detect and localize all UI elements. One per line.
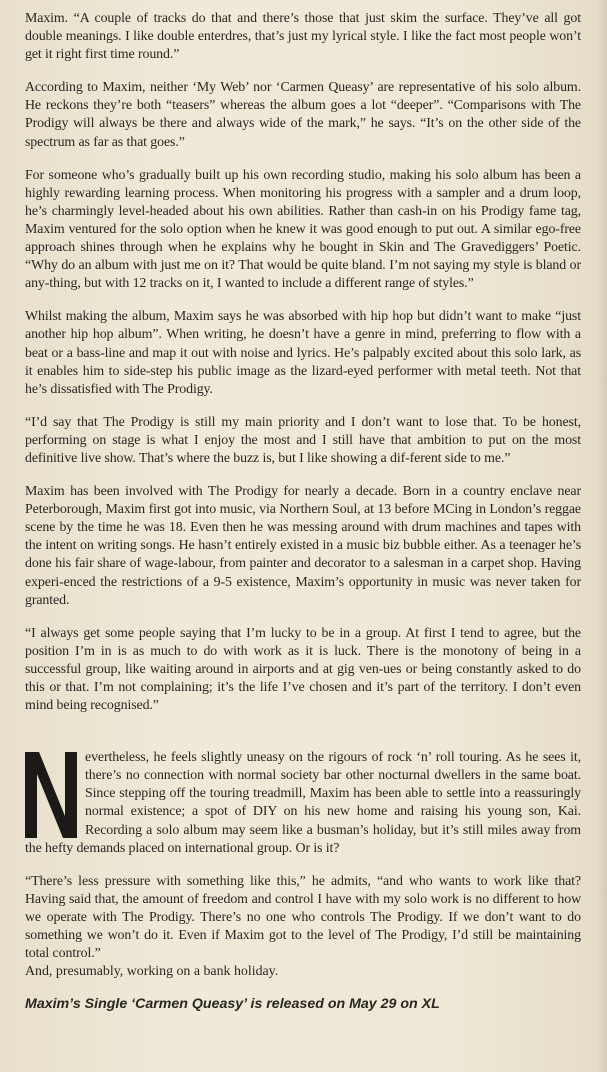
article-paragraph-9: “There’s less pressure with something like this,” he admits, “and who wants to work like that? Having said that, the amount of freedom and control I have with my solo work is no different to how we operate with The Prodigy. There’s no one who controls The Prodigy. If we don’t want to do something we won’t do it. Even if Maxim got to the level of The Prodigy, I’d still be maintaining total control.” [25,873,581,962]
article-paragraph-1: Maxim. “A couple of tracks do that and there’s those that just skim the surface. They’ve all got double meanings. I like double enterdres, that’s just my lyrical style. I like the fact most people won’t get it right first time round.” [25,11,581,63]
article-paragraph-6: Maxim has been involved with The Prodigy for nearly a decade. Born in a country enclave near Peterborough, Maxim first got into music, via Northern Soul, at 13 before MCing in London’s reggae scene by the time he was 18. Even then he was messing around with drum machines and tapes with the intent on writing songs. He hasn’t entirely existed in a music biz bubble either. As a teenager he’s done his fair share of wage-labour, from painter and decorator to a salesman in a carpet shop. Having experi-enced the restrictions of a 9-5 existence, Maxim’s opportunity in music was never taken for granted. [25,484,581,608]
dropcap-block [25,752,77,838]
release-credit: Maxim’s Single ‘Carmen Queasy’ is released on May 29 on XL [25,996,440,1013]
dropcap-letter-shape [25,752,77,838]
article-paragraph-7: “I always get some people saying that I’m lucky to be in a group. At first I tend to agree, but the position I’m in is as much to do with work as it is luck. There is the monotony of being in a successful group, like waiting around in airports and at gig ven-ues or being constantly asked to do this or that. I’m not complaining; it’s the life I’ve chosen and it’s part of the territory. I don’t even mind being recognised.” [25,625,581,714]
article-paragraph-8: evertheless, he feels slightly uneasy on the rigours of rock ‘n’ roll touring. As he sees it, there’s no connection with normal society bar other nocturnal dwellers in the same boat. Since stepping off the touring treadmill, Maxim has been able to settle into a reassuringly normal existence; a spot of DIY on his new home and raising his young son, Kai. Recording a solo album may seem like a busman’s holiday, but it’s still miles away from the hefty demands placed on international group. Or is it? [25,750,581,856]
dropcap-section [25,749,581,858]
article-paragraph-4: Whilst making the album, Maxim says he was absorbed with hip hop but didn’t want to make “just another hip hop album”. When writing, he doesn’t have a genre in mind, preferring to flow with a beat or a bass-line and map it out with noise and lyrics. He’s palpably excited about this solo lark, as it enables him to side-step his public image as the lizard-eyed performer with metal teeth. Not that he’s dissatisfied with The Prodigy. [25,309,581,397]
page-edge-shadow [597,0,607,1072]
article-paragraph-2: According to Maxim, neither ‘My Web’ nor ‘Carmen Queasy’ are representative of his solo album. He reckons they’re both “teasers” whereas the album goes a lot “deeper”. “Comparisons with The Prodigy will always be there and always wide of the mark,” he says. “It’s on the other side of the spectrum as far as that goes.” [25,80,581,150]
article-paragraph-5: “I’d say that The Prodigy is still my main priority and I don’t want to lose that. To be honest, performing on stage is what I enjoy the most and I still have that ambition to put on the most definitive live show. That’s where the buzz is, but I like showing a dif-ferent side to me.” [25,414,581,466]
article-paragraph-3: For someone who’s gradually built up his own recording studio, making his solo album has been a highly rewarding learning process. When monitoring his progress with a sampler and a drum loop, he’s charmingly level-headed about his own abilities. Rather than cash-in on his Prodigy fame tag, Maxim ventured for the solo option when he knew it was good enough to put out. A similar ego-free approach shines through when he explains why he bought in Skin and The Gravediggers’ Poetic. “Why do an album with just me on it? That would be quite bland. I’m not saying my style is bland or any-thing, but with 12 tracks on it, I wanted to include a different range of styles.” [25,167,581,292]
closing-line: And, presumably, working on a bank holiday. [25,964,279,980]
